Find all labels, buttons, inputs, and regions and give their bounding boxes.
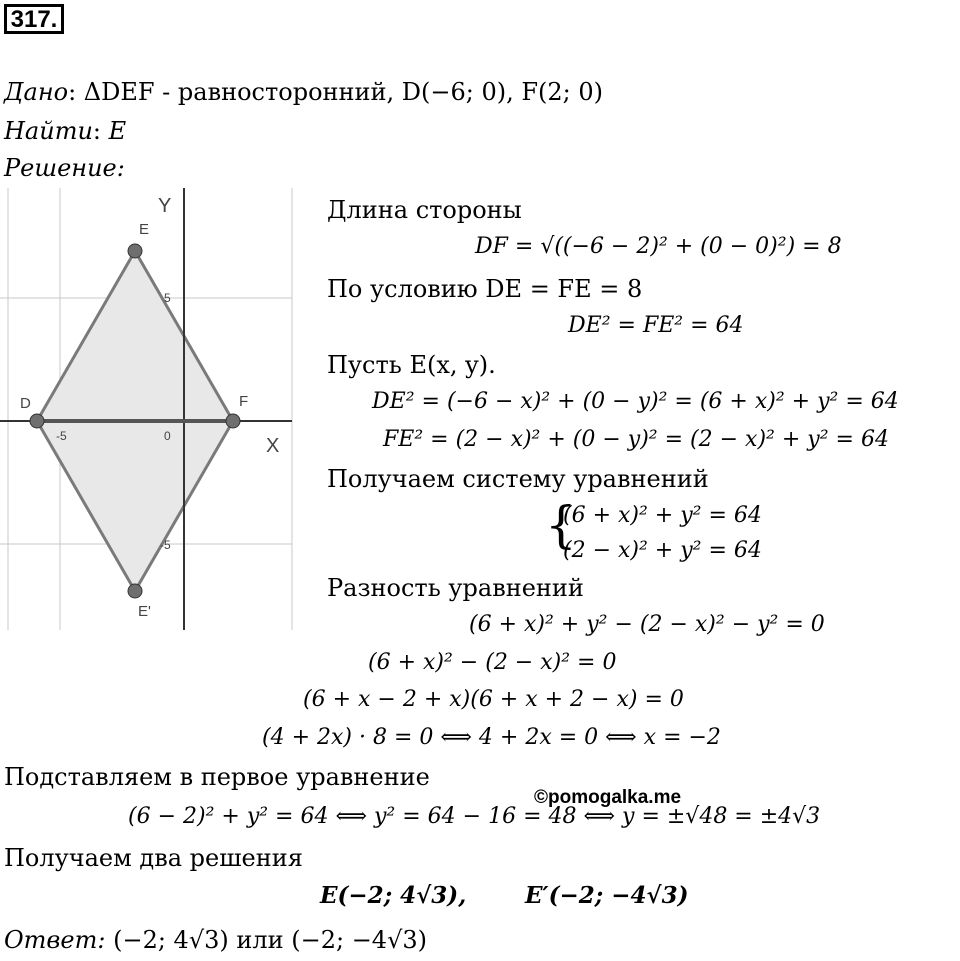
watermark: ©pomogalka.me [534, 787, 682, 808]
step-substitute: Подставляем в первое уравнение [4, 763, 430, 791]
step-df: DF = √((−6 − 2)² + (0 − 0)²) = 8 [475, 234, 842, 259]
problem-number: 317. [4, 4, 64, 34]
solution-label: Решение [4, 154, 117, 182]
axis-y-label: Y [158, 195, 172, 217]
solution-line: Решение: [4, 154, 125, 182]
tick-y-minus5: -5 [160, 538, 171, 552]
find-label: Найти [4, 117, 93, 145]
point-d [30, 414, 44, 428]
label-e-prime: E' [138, 603, 151, 620]
given-label: Дано [4, 78, 69, 106]
step-de2: DE² = (−6 − x)² + (0 − y)² = (6 + x)² + y² = 64 [372, 389, 899, 414]
label-f: F [239, 393, 249, 410]
point-f [226, 414, 240, 428]
point-e [128, 244, 142, 258]
step-system-2: (2 − x)² + y² = 64 [563, 538, 762, 563]
step-system-intro: Получаем систему уравнений [327, 465, 709, 493]
step-by-condition: По условию DE = FE = 8 [327, 275, 643, 303]
solution-e-prime: E′(−2; −4√3) [525, 882, 689, 909]
step-let: Пусть E(x, y). [327, 351, 496, 379]
step-diff-2: (6 + x)² − (2 − x)² = 0 [368, 650, 617, 675]
step-diff-1: (6 + x)² + y² − (2 − x)² − y² = 0 [469, 612, 825, 637]
label-e: E [139, 221, 150, 238]
answer-label: Ответ: [4, 926, 106, 954]
find-line: Найти: E [4, 117, 127, 145]
tick-y-5: 5 [164, 291, 171, 305]
step-two-solutions: Получаем два решения [4, 844, 303, 872]
answer-text: (−2; 4√3) или (−2; −4√3) [113, 926, 428, 954]
tick-x-minus5: -5 [56, 429, 67, 443]
step-diff-4: (4 + 2x) · 8 = 0 ⟺ 4 + 2x = 0 ⟺ x = −2 [262, 725, 721, 750]
axis-x-label: X [266, 435, 280, 457]
system-brace: { [545, 496, 577, 554]
step-side-length: Длина стороны [327, 196, 522, 224]
coordinate-graph [0, 188, 300, 630]
step-diff-3: (6 + x − 2 + x)(6 + x + 2 − x) = 0 [303, 687, 684, 712]
step-difference: Разность уравнений [327, 574, 584, 602]
answer-line [4, 928, 427, 952]
step-system-1: (6 + x)² + y² = 64 [563, 503, 762, 528]
label-d: D [20, 395, 31, 412]
given-text: ΔDEF - равносторонний, D(−6; 0), F(2; 0) [83, 78, 603, 106]
step-fe2: FE² = (2 − x)² + (0 − y)² = (2 − x)² + y² = 64 [383, 427, 889, 452]
find-text: E [108, 117, 127, 145]
step-squares: DE² = FE² = 64 [568, 313, 744, 338]
solution-e: E(−2; 4√3), [320, 882, 467, 909]
tick-origin: 0 [164, 429, 171, 443]
given-line: Дано: ΔDEF - равносторонний, D(−6; 0), F(2; 0) [4, 78, 603, 106]
step-sub-eq: (6 − 2)² + y² = 64 ⟺ y² = 64 − 16 = 48 ⟺ y = ±√48 = ±4√3 [128, 804, 821, 829]
point-e-prime [128, 584, 142, 598]
